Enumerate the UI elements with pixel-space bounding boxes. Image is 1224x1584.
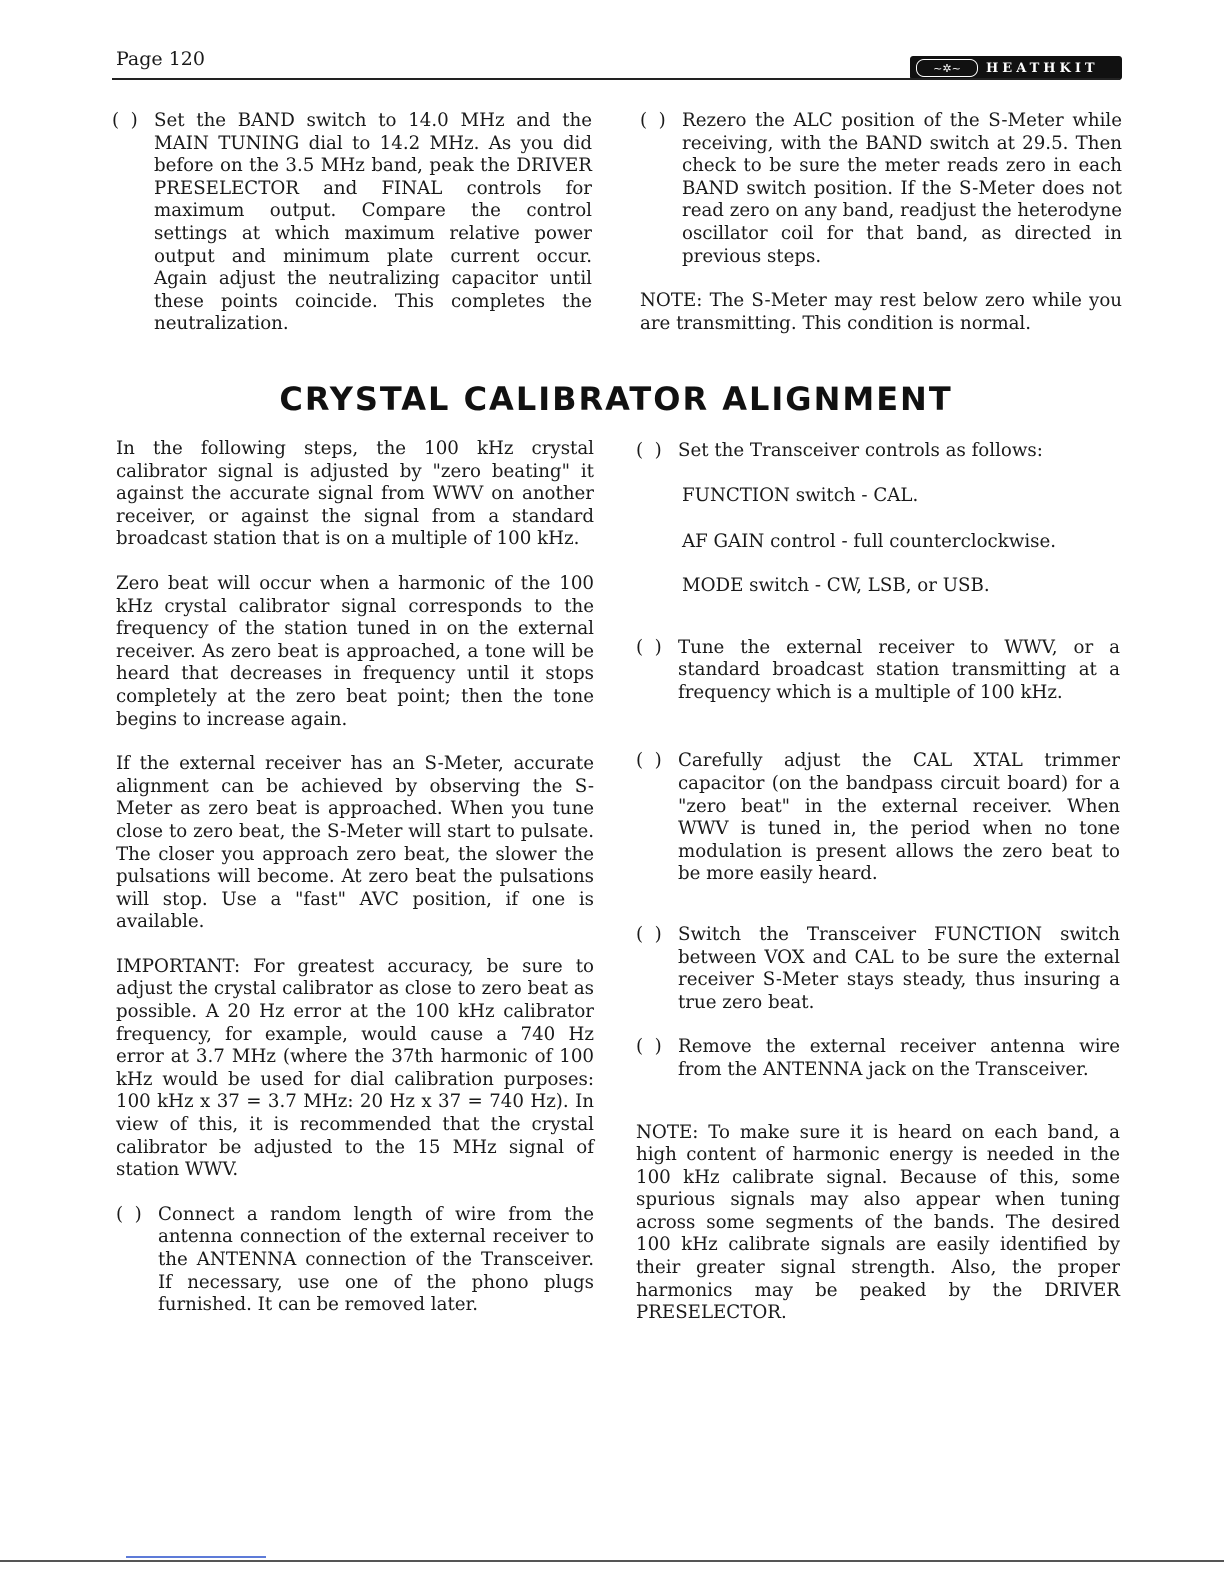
right-column: [636, 440, 1120, 1325]
logo-emblem-icon: ~✲~: [916, 59, 978, 77]
step-text: Connect a random length of wire from the antenna connection of the external receiver to the ANTENNA connection of the Transceiver. If necessary, use one of the phono plugs furnished. It can be removed later.: [158, 1203, 594, 1316]
control-setting-mode: MODE switch - CW, LSB, or USB.: [682, 574, 990, 596]
logo-text: HEATHKIT: [986, 60, 1099, 76]
step-text: Tune the external receiver to WWV, or a standard broadcast station transmitting at a frequency which is a multiple of 100 kHz.: [678, 636, 1120, 703]
left-column: [116, 438, 594, 1317]
paragraph-s-meter: If the external receiver has an S-Meter, accurate alignment can be achieved by observing the S-Meter as zero beat is approached. When you tune close to zero beat, the S-Meter will start to pulsate. The closer you approach zero beat, the slower the pulsations will become. At zero beat the pulsations will stop. Use a "fast" AVC position, if one is available.: [116, 753, 594, 933]
step-checkbox[interactable]: ( ): [112, 110, 138, 131]
control-setting-function: FUNCTION switch - CAL.: [682, 484, 919, 506]
step-remove-antenna: [636, 1036, 1120, 1081]
step-switch-function: [636, 924, 1120, 1014]
paragraph-zero-beat: Zero beat will occur when a harmonic of the 100 kHz crystal calibrator signal corresponds to the frequency of the station tuned in on the external receiver. As zero beat is approached, a tone will be heard that decreases in frequency until it stops completely at the zero beat point; then the tone begins to increase again.: [116, 572, 594, 730]
step-text: Switch the Transceiver FUNCTION switch between VOX and CAL to be sure the external receiver S-Meter stays steady, thus insuring a true zero beat.: [678, 923, 1120, 1013]
heathkit-logo: [910, 56, 1122, 80]
step-checkbox[interactable]: ( ): [640, 110, 666, 131]
note-s-meter: NOTE: The S-Meter may rest below zero while you are transmitting. This condition is normal.: [640, 290, 1122, 334]
step-set-controls: [636, 440, 1120, 463]
paragraph-important: IMPORTANT: For greatest accuracy, be sure to adjust the crystal calibrator as close to zero beat as possible. A 20 Hz error at the 100 kHz calibrator frequency, for example, would cause a 740 Hz error at 3.7 MHz (where the 37th harmonic of 100 kHz would be used for dial calibration purposes: 100 kHz x 37 = 3.7 MHz: 20 Hz x 37 = 740 Hz). In view of this, it is recommended that the crystal calibrator be adjusted to the 15 MHz signal of station WWV.: [116, 955, 594, 1181]
step-text: Set the BAND switch to 14.0 MHz and the MAIN TUNING dial to 14.2 MHz. As you did before on the 3.5 MHz band, peak the DRIVER PRESELECTOR and FINAL controls for maximum output. Compare the control settings at which maximum relative power output and minimum plate current occur. Again adjust the neutralizing capacitor until these points coincide. This completes the neutralization.: [154, 110, 592, 335]
footer-mark: [126, 1556, 266, 1558]
step-adjust-cal-xtal: [636, 750, 1120, 886]
step-checkbox[interactable]: ( ): [636, 440, 662, 461]
top-left-column: [112, 110, 592, 336]
step-text: Rezero the ALC position of the S-Meter while receiving, with the BAND switch at 29.5. Then check to be sure the meter reads zero in each BAND switch position. If the S-Meter does not read zero on any band, readjust the heterodyne oscillator coil for that band, as directed in previous steps.: [682, 110, 1122, 267]
page-number: Page 120: [116, 48, 205, 70]
step-tune-wwv: [636, 637, 1120, 705]
step-text: Set the Transceiver controls as follows:: [678, 440, 1043, 461]
step-rezero-alc: [640, 110, 1122, 268]
header-rule: [112, 78, 1120, 80]
step-checkbox[interactable]: ( ): [636, 636, 662, 658]
control-setting-af-gain: AF GAIN control - full counterclockwise.: [682, 530, 1057, 552]
step-checkbox[interactable]: ( ): [636, 1036, 662, 1058]
top-right-column: [640, 110, 1122, 335]
step-text: Carefully adjust the CAL XTAL trimmer capacitor (on the bandpass circuit board) for a "zero beat" in the external receiver. When WWV is tuned in, the period when no tone modulation is present allows the zero beat to be more easily heard.: [678, 750, 1120, 885]
paragraph-intro: In the following steps, the 100 kHz crystal calibrator signal is adjusted by "zero beating" it against the accurate signal from WWV on another receiver, or against the signal from a standard broadcast station that is on a multiple of 100 kHz.: [116, 438, 594, 550]
step-final-peak: [112, 110, 592, 336]
step-text: Remove the external receiver antenna wire from the ANTENNA jack on the Transceiver.: [678, 1036, 1120, 1080]
note-harmonics: NOTE: To make sure it is heard on each band, a high content of harmonic energy is needed in the 100 kHz calibrate signal. Because of this, some spurious signals may also appear when tuning across some segments of the bands. The desired 100 kHz calibrate signals are easily identified by their greater signal strength. Also, the proper harmonics may be peaked by the DRIVER PRESELECTOR.: [636, 1121, 1120, 1324]
footer-rule: [0, 1560, 1224, 1562]
step-connect-wire: [116, 1204, 594, 1317]
section-title: CRYSTAL CALIBRATOR ALIGNMENT: [279, 380, 953, 418]
step-checkbox[interactable]: ( ): [116, 1203, 142, 1225]
step-checkbox[interactable]: ( ): [636, 923, 662, 945]
step-checkbox[interactable]: ( ): [636, 750, 662, 772]
